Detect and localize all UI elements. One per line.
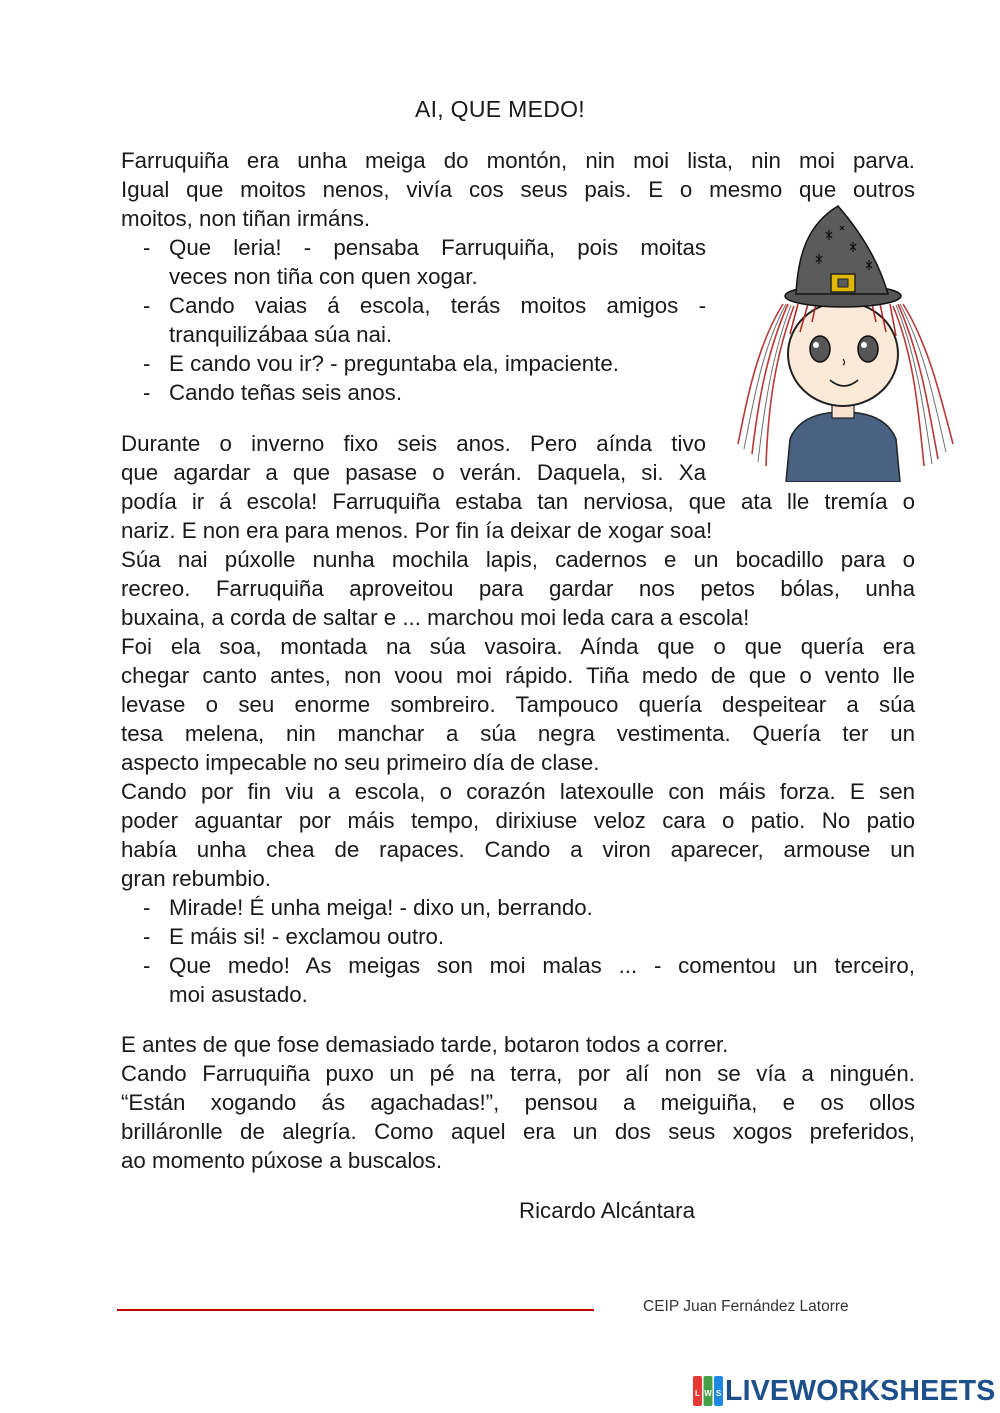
ending-line: brilláronlle de alegría. Como aquel era un dos seus xogos preferidos, (121, 1119, 915, 1144)
ending-line: “Están xogando ás agachadas!”, pensou a meiguiña, e os ollos (121, 1090, 915, 1115)
witch-girl-illustration (728, 204, 960, 482)
dialogue-dash: - (143, 895, 151, 920)
dialogue-line: Que leria! - pensaba Farruquiña, pois moitas (169, 235, 706, 260)
body-line: chegar canto antes, non voou moi rápido. Tiña medo de que o vento lle (121, 663, 915, 688)
intro-line: moitos, non tiñan irmáns. (121, 206, 371, 231)
dialogue-line: tranquilizábaa súa nai. (169, 322, 393, 347)
dialogue-line: veces non tiña con quen xogar. (169, 264, 478, 289)
ending-line: Cando Farruquiña puxo un pé na terra, por alí non se vía a ninguén. (121, 1061, 915, 1086)
intro-line: Igual que moitos nenos, vivía cos seus pais. E o mesmo que outros (121, 177, 915, 202)
school-name: CEIP Juan Fernández Latorre (643, 1298, 849, 1315)
dialogue-line: E cando vou ir? - preguntaba ela, impaciente. (169, 351, 619, 376)
dialogue-line: Mirade! É unha meiga! - dixo un, berrando. (169, 895, 593, 920)
body-line: había unha chea de rapaces. Cando a viron aparecer, armouse un (121, 837, 915, 862)
dialogue-line: Cando vaias á escola, terás moitos amigos - (169, 293, 706, 318)
body-line: Súa nai púxolle nunha mochila lapis, cadernos e un bocadillo para o (121, 547, 915, 572)
dialogue-dash: - (143, 953, 151, 978)
dialogue-dash: - (143, 924, 151, 949)
body-line: recreo. Farruquiña aproveitou para gardar nos petos bólas, unha (121, 576, 915, 601)
dialogue-dash: - (143, 293, 151, 318)
body-line: podía ir á escola! Farruquiña estaba tan nerviosa, que ata lle tremía o (121, 489, 915, 514)
liveworksheets-brand (693, 1376, 995, 1406)
logo-letter: S (715, 1389, 722, 1398)
body-line: que agardar a que pasase o verán. Daquela, si. Xa (121, 460, 706, 485)
dialogue-line: Que medo! As meigas son moi malas ... - comentou un terceiro, (169, 953, 915, 978)
liveworksheets-logo-icon (693, 1376, 723, 1406)
dialogue-dash: - (143, 380, 151, 405)
dialogue-line: moi asustado. (169, 982, 308, 1007)
body-line: Foi ela soa, montada na súa vasoira. Aínda que o que quería era (121, 634, 915, 659)
body-line: levase o seu enorme sombreiro. Tampouco quería despeitear a súa (121, 692, 915, 717)
author-name: Ricardo Alcántara (519, 1198, 695, 1223)
body-line: gran rebumbio. (121, 866, 271, 891)
dialogue-dash: - (143, 351, 151, 376)
intro-line: Farruquiña era unha meiga do montón, nin moi lista, nin moi parva. (121, 148, 915, 173)
body-line: buxaina, a corda de saltar e ... marchou moi leda cara a escola! (121, 605, 750, 630)
logo-letter: L (695, 1389, 700, 1398)
body-line: Durante o inverno fixo seis anos. Pero aínda tivo (121, 431, 706, 456)
body-line: nariz. E non era para menos. Por fin ía deixar de xogar soa! (121, 518, 713, 543)
brand-name: LIVEWORKSHEETS (725, 1375, 996, 1407)
ending-line: E antes de que fose demasiado tarde, botaron todos a correr. (121, 1032, 729, 1057)
body-line: tesa melena, nin manchar a súa negra vestimenta. Quería ter un (121, 721, 915, 746)
ending-line: ao momento púxose a buscalos. (121, 1148, 443, 1173)
logo-letter: W (704, 1389, 712, 1398)
page-title: AI, QUE MEDO! (414, 96, 586, 122)
body-line: poder aguantar por máis tempo, dirixiuse veloz cara o patio. No patio (121, 808, 915, 833)
dialogue-dash: - (143, 235, 151, 260)
dialogue-line: Cando teñas seis anos. (169, 380, 403, 405)
body-line: aspecto impecable no seu primeiro día de clase. (121, 750, 600, 775)
footer-divider (117, 1309, 594, 1311)
body-line: Cando por fin viu a escola, o corazón latexoulle con máis forza. E sen (121, 779, 915, 804)
dialogue-line: E máis si! - exclamou outro. (169, 924, 445, 949)
